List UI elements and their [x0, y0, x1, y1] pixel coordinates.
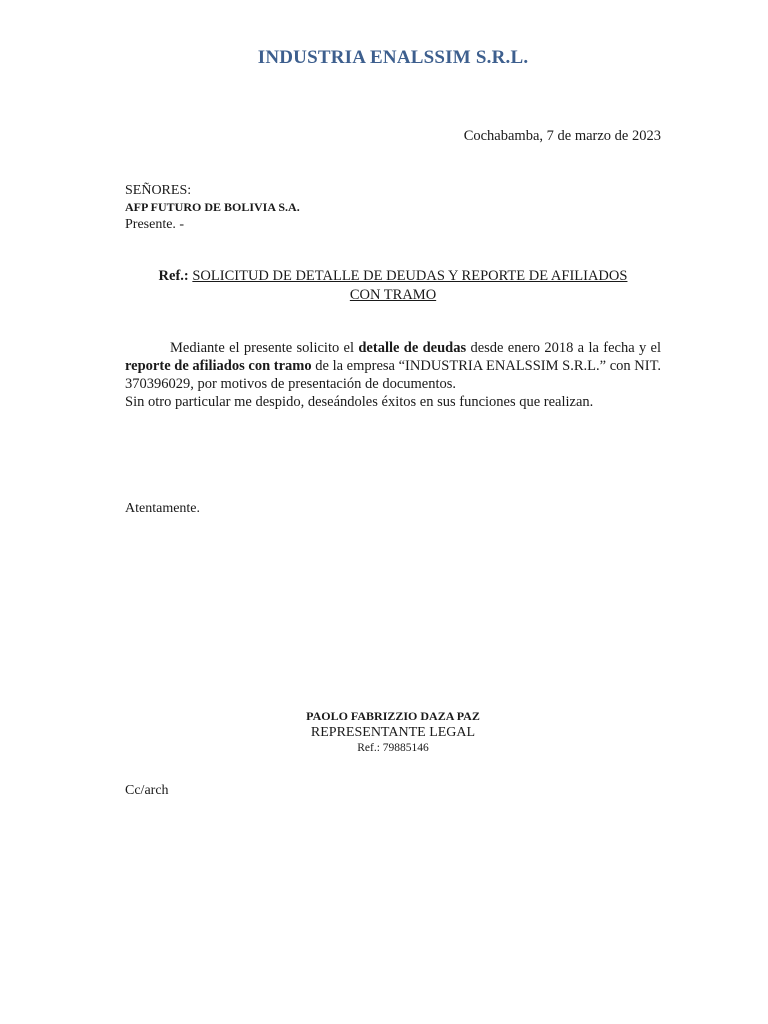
salutation: SEÑORES:	[125, 183, 192, 198]
reference-text-line2: CON TRAMO	[349, 287, 437, 303]
company-header: INDUSTRIA ENALSSIM S.R.L.	[257, 47, 529, 68]
date-line: Cochabamba, 7 de marzo de 2023	[463, 128, 661, 144]
cc-line: Cc/arch	[125, 783, 169, 798]
signer-reference: Ref.: 79885146	[357, 742, 429, 754]
body-paragraph-1	[125, 339, 661, 393]
body-text-segment: de la empresa “INDUSTRIA ENALSSIM S.R.L.” con NIT. 370396029, por motivos de presentación de documentos.	[125, 358, 661, 392]
body-text-segment: desde enero 2018 a la fecha y el	[466, 340, 662, 356]
body-bold-detalle: detalle de deudas	[358, 340, 467, 356]
body-bold-reporte: reporte de afiliados con tramo	[125, 358, 312, 374]
body-text-segment: Mediante el presente solicito el	[170, 340, 359, 356]
signature-block	[0, 708, 768, 756]
reference-block	[125, 267, 661, 305]
reference-text-line1: SOLICITUD DE DETALLE DE DEUDAS Y REPORTE DE AFILIADOS	[192, 268, 628, 284]
letter-body	[125, 339, 661, 411]
recipient-block	[125, 182, 300, 233]
closing-line: Atentamente.	[125, 501, 201, 516]
body-paragraph-2: Sin otro particular me despido, deseándoles éxitos en sus funciones que realizan.	[125, 394, 594, 410]
signer-title: REPRESENTANTE LEGAL	[310, 725, 476, 740]
signer-name: PAOLO FABRIZZIO DAZA PAZ	[306, 709, 480, 723]
reference-label: Ref.:	[158, 268, 189, 284]
recipient-organization: AFP FUTURO DE BOLIVIA S.A.	[125, 200, 300, 214]
presente-line: Presente. -	[125, 217, 185, 232]
